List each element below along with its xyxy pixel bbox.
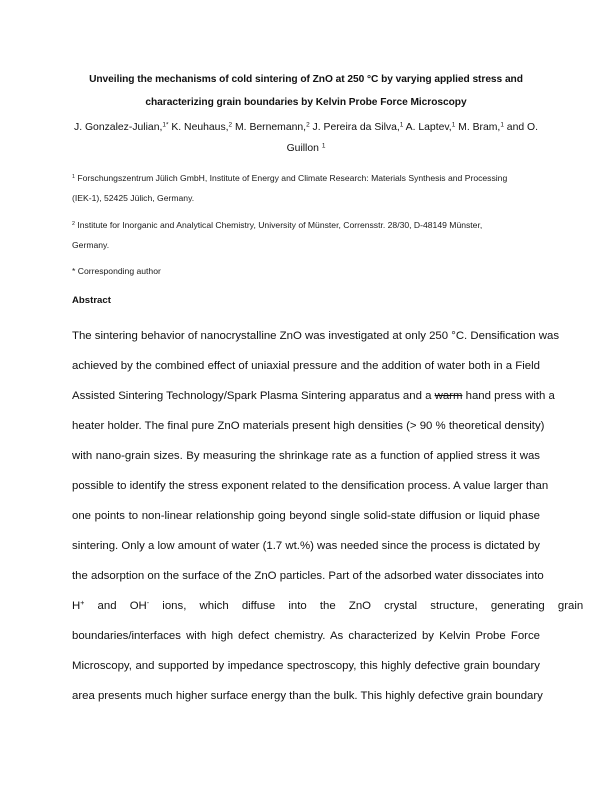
author-name: J. Pereira da Silva, bbox=[309, 122, 400, 133]
affiliation-number: 1 bbox=[72, 174, 75, 181]
superscript-plus: + bbox=[80, 600, 85, 608]
author-name: M. Bernemann, bbox=[232, 122, 307, 133]
affiliation-text: Institute for Inorganic and Analytical Chemistry, University of Münster, Corrensstr. 28/30, D-48149 Münster, bbox=[74, 220, 483, 230]
abstract-line: possible to identify the stress exponent related to the densification process. A value larger than bbox=[72, 480, 549, 492]
author-affiliation-mark: 1 bbox=[399, 121, 404, 129]
abstract-line: boundaries/interfaces with high defect chemistry. As characterized by Kelvin Probe Force bbox=[72, 630, 540, 642]
corresponding-author-note: * Corresponding author bbox=[72, 266, 161, 276]
author-affiliation-mark: 2 bbox=[306, 121, 310, 129]
author-name: Guillon bbox=[286, 143, 322, 154]
abstract-line: heater holder. The final pure ZnO materials present high densities (> 90 % theoretical density) bbox=[72, 420, 545, 432]
author-affiliation-mark: 2 bbox=[228, 121, 233, 129]
affiliation-1-line-1 bbox=[72, 173, 542, 184]
affiliation-2-line-2: Germany. bbox=[72, 240, 110, 250]
paper-title-line-2: characterizing grain boundaries by Kelvin Probe Force Microscopy bbox=[145, 97, 467, 108]
affiliation-text: Forschungszentrum Jülich GmbH, Institute of Energy and Climate Research: Materials Synthesis and Processing bbox=[74, 173, 508, 183]
abstract-text: ions, which diffuse into the ZnO crystal structure, generating grain bbox=[149, 600, 584, 612]
author-affiliation-mark: 1 bbox=[321, 142, 326, 150]
abstract-line: The sintering behavior of nanocrystalline ZnO was investigated at only 250 °C. Densification was bbox=[72, 330, 560, 342]
abstract-line: area presents much higher surface energy than the bulk. This highly defective grain boundary bbox=[72, 690, 543, 702]
abstract-text: hand press with a bbox=[462, 390, 555, 402]
affiliation-number: 2 bbox=[72, 221, 75, 228]
author-affiliation-mark: 1* bbox=[162, 121, 169, 129]
author-name: J. Gonzalez-Julian, bbox=[74, 122, 163, 133]
author-list-continued bbox=[72, 143, 540, 155]
affiliation-1-line-2: (IEK-1), 52425 Jülich, Germany. bbox=[72, 193, 195, 203]
struck-word: warm bbox=[434, 390, 463, 402]
abstract-line: sintering. Only a low amount of water (1.7 wt.%) was needed since the process is dictated by bbox=[72, 540, 540, 552]
abstract-line: one points to non-linear relationship going beyond single solid-state diffusion or liquid phase bbox=[72, 510, 540, 522]
abstract-line: the adsorption on the surface of the ZnO particles. Part of the adsorbed water dissociates into bbox=[72, 570, 544, 582]
author-name: A. Laptev, bbox=[403, 122, 452, 133]
abstract-text: and OH bbox=[84, 600, 147, 612]
author-list bbox=[72, 122, 540, 134]
abstract-text: Assisted Sintering Technology/Spark Plasma Sintering apparatus and a bbox=[72, 390, 435, 402]
abstract-line bbox=[72, 389, 555, 403]
abstract-line: Microscopy, and supported by impedance spectroscopy, this highly defective grain boundary bbox=[72, 660, 540, 672]
author-name: K. Neuhaus, bbox=[168, 122, 229, 133]
author-name: and O. bbox=[503, 122, 538, 133]
abstract-line: with nano-grain sizes. By measuring the shrinkage rate as a function of applied stress it was bbox=[72, 450, 540, 462]
abstract-text: H bbox=[72, 600, 81, 612]
abstract-line: achieved by the combined effect of uniaxial pressure and the addition of water both in a Field bbox=[72, 360, 540, 372]
author-affiliation-mark: 1 bbox=[500, 121, 504, 129]
affiliation-2-line-1 bbox=[72, 220, 542, 231]
abstract-heading: Abstract bbox=[72, 295, 111, 306]
author-name: M. Bram, bbox=[455, 122, 501, 133]
superscript-minus: - bbox=[146, 600, 150, 608]
abstract-line bbox=[72, 599, 584, 613]
author-affiliation-mark: 1 bbox=[451, 121, 456, 129]
paper-title-line-1: Unveiling the mechanisms of cold sintering of ZnO at 250 °C by varying applied stress and bbox=[89, 74, 523, 85]
